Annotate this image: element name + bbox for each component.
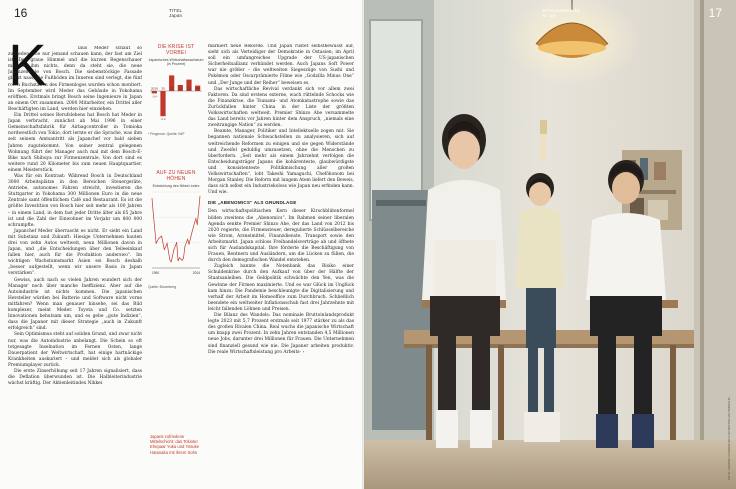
running-head-magazine: Wirtschaftswoche <box>542 8 581 13</box>
page-number-left: 16 <box>14 6 28 20</box>
chart2-point <box>197 225 198 226</box>
chart2-tick-label: 1990 <box>152 271 160 276</box>
running-head-country: Japan <box>169 13 183 18</box>
article-paragraph: Den wirtschaftspolitischen Kern dieser Kirschblütenformel bilden zweitens die „Abenomics“. Im Rahmen seiner liberalen Agenda senkte Premier Shinzo Abe, der das Land von 2012 bis 2020 regierte, die Firmensteuer, deregulierte Schlüsselbereiche wie Strom, Arzneimittel, Finanzdienste, Transport sowie den Arbeitsmarkt. Japan schloss Freihandelsverträge ab und öffnete sich für Auslandskapital. Ihre förderte die Beschäftigung von Frauen, Rentnern und Ausländern, um die Lücken zu füllen, die durch den demografischen Wandel entstehen. <box>208 209 354 264</box>
spread-gutter <box>362 0 365 489</box>
chart2-series-line <box>152 196 200 262</box>
chart1-subtitle: Japanisches Wirtschaftswachstum (in Prozent) <box>148 58 204 67</box>
chart1-tick-label: 22 <box>178 86 183 91</box>
chart2-point <box>169 260 170 261</box>
chart2-point <box>198 210 199 211</box>
chart2-point <box>156 243 157 244</box>
family-photo <box>364 0 736 489</box>
article-paragraph: Beamte, Manager, Politiker und Intellektuelle zogen mit. Sie begannen nationale Schwachstellen zu analysieren, sich auf weitreichende Reformen zu einigen und sie gegen Widerstände und Zweifel geduldig umzusetzen, ohne die Menschen zu überfordern. „Seit mehr als einem Jahrzehnt verfolgen die Entscheidungsträger Japans die kohärenteste, glaubwürdigste und konsistenteste Politikmischung aller großen Volkswirtschaften“, lobt Takeshi Yamaguchi, Chefökonom bei Morgan Stanley. Die Reform mit langem Atem liefert den Beweis, dass sich selbst ein Industriekoloss wie Japan neu erfinden kann. Und wie. <box>208 129 354 196</box>
nikkei-line-chart <box>148 188 204 280</box>
chart2-point <box>191 233 192 234</box>
chart1-data-label: -4,2 <box>160 117 166 122</box>
chart2-point <box>187 239 188 240</box>
chart2-tick-label: 2024 <box>192 271 200 276</box>
chart2-point <box>164 249 165 250</box>
chart2-point <box>167 243 168 244</box>
article-column-1 <box>8 46 142 481</box>
left-page <box>0 0 364 489</box>
article-paragraph: Sein Optimismus steht auf soliden Grund, und zwar nicht nur, was die Autoindustrie anbelangt. Die Schein so oft totgesagte Inselnation im Fernen Osten, lange Dauerpatient der Weltwirtschaft, hat einige hartnäckige Krankheiten auskuriert – und meldet sich als globaler Premiumplayer zurück. <box>8 332 142 368</box>
chart2-point <box>196 219 197 220</box>
article-column-3 <box>208 44 354 482</box>
page-number-right: 17 <box>708 6 722 20</box>
chart2-title: AUF ZU NEUEN HÖHEN <box>156 169 196 182</box>
article-paragraph: Das wirtschaftliche Revival verdankt sich vor allem zwei Faktoren. Da sind erstens externe, wach rüttelnde Schocks wie die Finanzkrise, die Tsunami- und Atomkatastrophe sowie das Zurückfallen hinter China in der Liste der größten Volkswirtschaften weltweit. Premier Shinzo Abe versammelte das Land bereits vor Jahren hinter dem Anspruch, „niemals eine zweitrangige Nation“ zu werden. <box>208 86 354 129</box>
article-paragraph: laus Meder schaut so zufrieden, wie nur jemand schauen kann, der fast am Ziel ist. Der graue Himmel und die kurzen Regenschauer machen ihm nichts, denn da steht sie, die neue Japanzentrale von Bosch. Die siebenstöckige Fassade glänzt nass, die Fußböden im Inneren sind verlegt, die fünf roten Buchstaben des Firmenlogos wurden schon montiert. Im September wird Meder das Gebäude in Yokohama eröffnen. Erstmals bringt Bosch seine Ingenieure in Japan an einem Ort zusammen. 2000 Mitarbeiter, ein Drittel aller Beschäftigten im Land, werden hier einziehen. <box>8 46 142 112</box>
chart2-subtitle: Entwicklung des Nikkei-Index <box>152 183 200 188</box>
chart2-point <box>153 214 154 215</box>
chart1-tick-label: 23 <box>187 86 191 91</box>
article-paragraph: Gewiss, auch nach so vielen Jahren wundert sich der Manager noch über manche Ineffizienz. Aber auf die Autoindustrie ist nichts kommen. Die japanischen Hersteller würden bei Batterie und Software nicht vorne mitfahren? Wenn man genauer hinsehe, sei das Bild komplexer, meint Meder. Toyota und Co. setzten Innovationen behutsam um, und es gebe „gute Indizien“, dass die Japaner mit dieser Strategie „auch in Zukunft erfolgreich“ sind. <box>8 277 142 332</box>
chart2-point <box>194 223 195 224</box>
chart2-point <box>179 258 180 259</box>
chart2-point <box>185 246 186 247</box>
chart2-point <box>161 236 162 237</box>
article-paragraph: markiert neue Rekorde. Und Japan rüstet selbstbewusst auf, sieht sich als Verteidiger der Demokratie in Ostasien; im April soll ein umfangreiches Upgrade der US-japanischen Sicherheitsallianz verkündet werden. Auch Japans Soft Power war nie größer – die weltweiten Siegeszüge von Sushi und Pokémon oder Oscarprämierte Filme wie „Godzilla Minus One“ und „Der Junge und der Reiher“ beweisen es. <box>208 44 354 86</box>
running-head-right <box>542 8 580 18</box>
article-paragraph: Was für ein Kontrast: Während Bosch in Deutschland 3000 Arbeitsplätze in den Bereichen Steuergeräte, Antriebe, autonomes Fahren streicht, investieren die Stuttgarter in Yokohama 300 Millionen Euro in die neue Zentrale samt öffentlichem Café und Restaurant. Es ist die größte Investition von Bosch hier seit mehr als 100 Jahren – in einem Land, in dem fast jeder Dritte älter als 65 Jahre ist und die Zahl der Einwohner im Vorjahr um 800 000 schrumpfte. <box>8 173 142 228</box>
chart2-point <box>174 249 175 250</box>
chart1-note: * Prognose; Quelle: IWF <box>148 131 185 136</box>
chart2-point <box>178 261 179 262</box>
running-head-issue: Nr. 16 <box>542 13 556 18</box>
chart2-point <box>182 260 183 261</box>
article-paragraph: Die erste Zinserhöhung seit 17 Jahren signalisiert, dass die Deflation überwunden ist. Die Halbleiterindustrie wächst kräftig. Der Aktienleitindex Nikkei <box>8 368 142 387</box>
article-paragraph: Zugleich bannte die Notenbank das Risiko einer Schuldenkrise durch den Aufkauf von über der Hälfte der Staatsanleihen. Die Geldpolitik schwächte den Yen, was die Gewinne der Firmen maximierte. Und es war Glück im Unglück kam hinzu: Die Pandemie beschleunigte die Digitalisierung und verhalf der Arbeit im Homeoffice zum Durchbruch. Schließlich beendete ein weltweiter Inflationsschub fast drei Jahrzehnte mit leicht fallenden Löhnen und Preisen. <box>208 264 354 312</box>
chart2-note: Quelle: Bloomberg <box>148 285 177 290</box>
running-head-left <box>169 8 182 18</box>
chart2-point <box>189 244 190 245</box>
chart1-title: DIE KRISE IST VORBEI <box>157 44 195 56</box>
article-paragraph: Die Bilanz des Wandels: Das nominale Bruttoinlandsprodukt legte 2023 mit 5,7 Prozent erstmals seit 1977 stärker zu als das des großen Rivalen China. Real wuchs die japanische Wirtschaft um knapp zwei Prozent. In zehn Jahren entstanden 4,5 Millionen neue Jobs, darunter drei Millionen für Frauen. Die Unternehmen sind finanziell gesund wie nie. Die Japaner arbeiten produktiv. Die reale Wirtschaftsleistung pro Arbeits- › <box>208 313 354 355</box>
drop-cap: K <box>8 33 47 98</box>
chart2-point <box>159 238 160 239</box>
chart1-tick-label: 20 <box>161 86 165 91</box>
photo-caption: Japans zufriedene Mittelschicht: das Tokioter Ehepaar Yuka und Yosuke Hatanaka mit ihrem Sohn <box>150 434 200 455</box>
chart1-tick-label: 2019 <box>150 86 158 91</box>
chart1-data-label: -0,4 <box>151 94 157 99</box>
chart1-bar <box>152 91 157 93</box>
article-paragraph: Ein Drittel seines Berufslebens hat Bosch hat Meder in Japan verbracht, zunächst ab Mai 1996 in einer Gemeinschaftsfabrik für Airbagcontroller in Tomioka nordwestlich von Tokio, dort lernte er die Sprache, was ihm seit seinem Amtsantritt als Japanchef vor bald sieben Jahren zugutekommt. Von seiner zentral gelegenen Wohnung führt der Manager auch mal mit dem Bosch-E-Bike nach Shibuya zur Firmenzentrale. Von dort sind es weitere rund 20 Kilometer bis zum neuen Hauptquartier, einem Meisterstück. <box>8 113 142 173</box>
chart2-point <box>183 258 184 259</box>
section-subhead: DIE „ABENOMICS“ ALS GRUNDLAGE <box>208 200 297 206</box>
right-page-photo <box>364 0 736 489</box>
chart2-point <box>171 262 172 263</box>
running-head-section: TITEL <box>169 8 183 13</box>
chart1-tick-label: 21 <box>169 86 174 91</box>
growth-bar-chart <box>148 67 204 127</box>
chart2-point <box>152 198 153 199</box>
article-paragraph: Japanchef Meder überrascht es nicht. Er sieht ein Land mit Substanz und Zukunft: Hiesige Unternehmen bauten drei von zehn Autos weltweit, neun Millionen davon in Japan, und „die Entscheidungen über den Teileeinkauf fallen hier, auch für die Produktion anderswo“. Im wichtigen Wachstumsmarkt Asien sei Bosch deshalb „besser aufgestellt, wenn wir unsere Basis in Japan verstärken“. <box>8 228 142 277</box>
chart2-point <box>176 242 177 243</box>
chart2-point <box>200 196 201 197</box>
photo-credit: FOTO: MAMORU KAWAMURA FÜR WIRTSCHAFTSWOCHE <box>727 397 731 480</box>
chart1-bar <box>160 91 165 116</box>
chart1-tick-label: 24* <box>195 86 200 91</box>
sidebar <box>148 44 204 289</box>
